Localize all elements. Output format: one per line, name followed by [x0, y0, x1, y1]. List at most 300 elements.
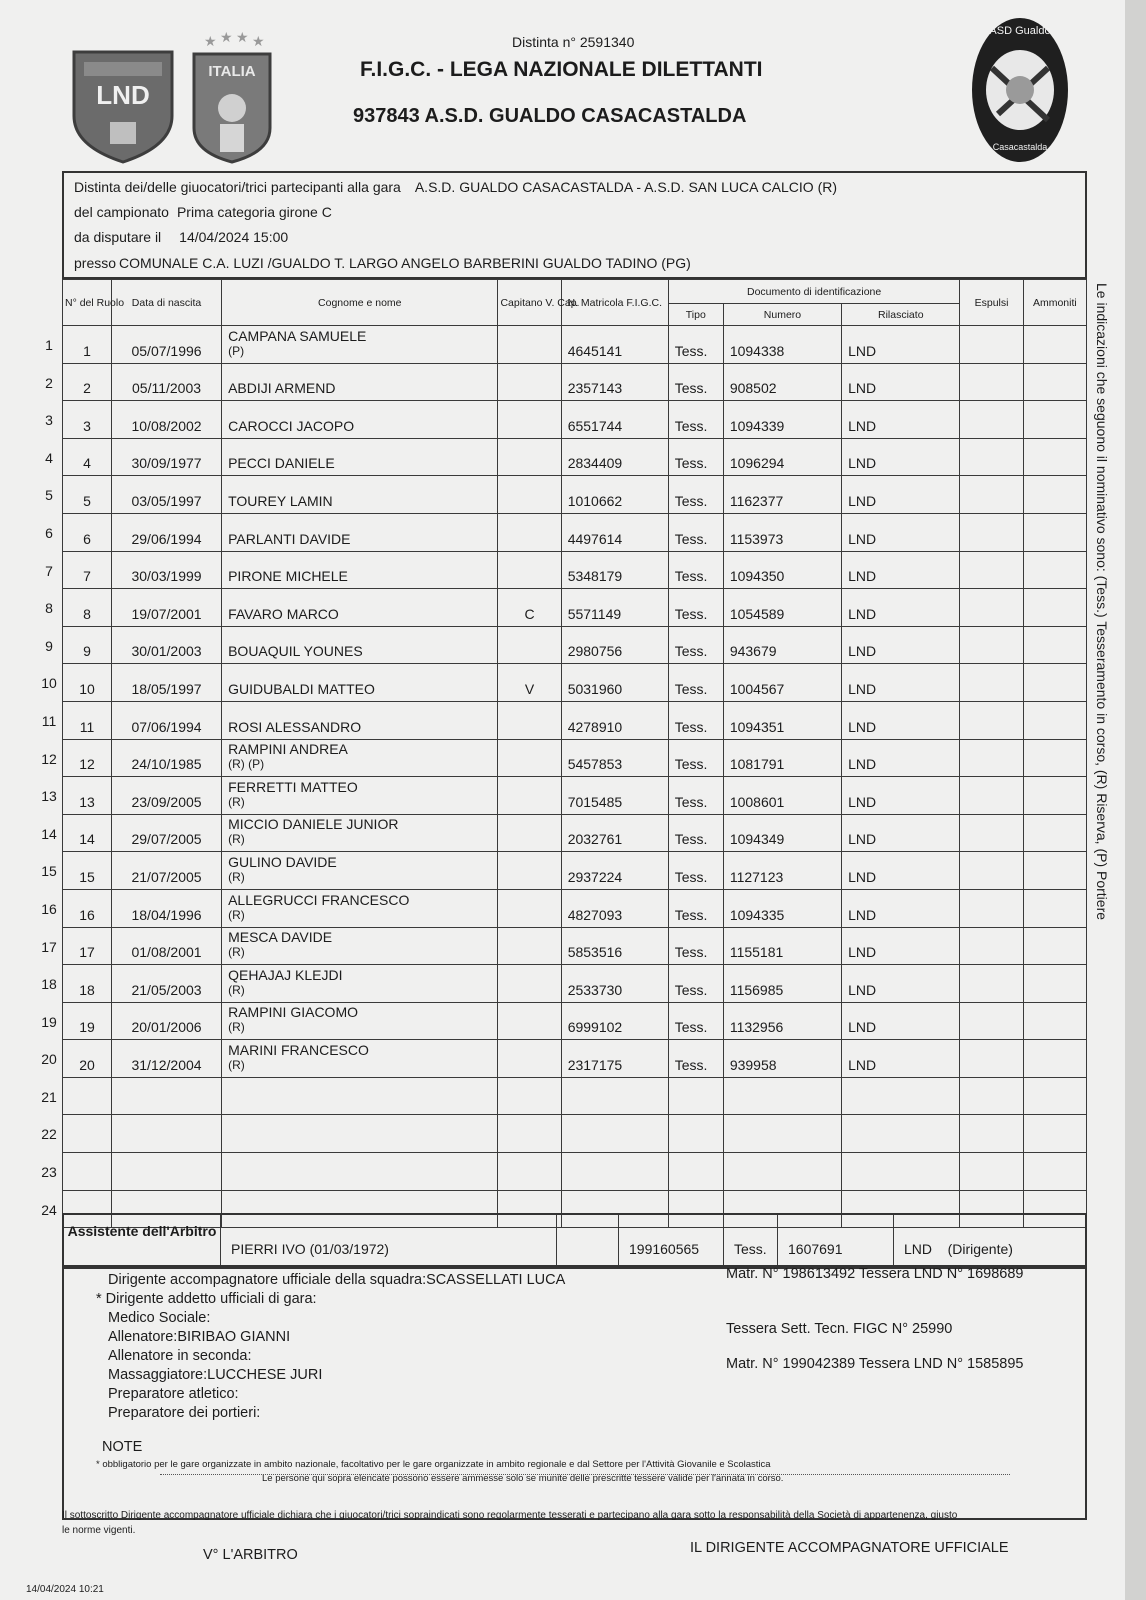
fine-print-2: Le persone qui sopra elencate possono essere ammesse solo se munite delle prescritte tessere valide per l'annata in corso.: [262, 1473, 784, 1484]
cell-numero: 908502: [723, 363, 841, 401]
cell-tipo: Tess.: [668, 927, 723, 965]
cell-matricola: 2834409: [561, 438, 668, 476]
cell-numero: 1162377: [723, 476, 841, 514]
cell-ruolo: 6: [63, 513, 112, 551]
cell-ruolo: 15: [63, 852, 112, 890]
player-name: QEHAJAJ KLEJDI: [228, 966, 343, 983]
cell-rilasciato: LND: [842, 363, 960, 401]
match-label: Distinta dei/delle giuocatori/trici partecipanti alla gara: [74, 179, 401, 195]
cell-rilasciato: LND: [842, 626, 960, 664]
cell-espulsi: [960, 927, 1023, 965]
players-table: [62, 279, 1087, 1228]
svg-text:★: ★: [236, 29, 249, 45]
cell-rilasciato: LND: [842, 814, 960, 852]
table-row: [63, 777, 1087, 815]
cell-nascita: 30/09/1977: [111, 438, 221, 476]
cell-espulsi: [960, 777, 1023, 815]
assistant-label: Assistente dell'Arbitro: [64, 1215, 221, 1265]
cell-ruolo: 4: [63, 438, 112, 476]
cell-nome: [222, 589, 498, 627]
col-tipo: Tipo: [668, 304, 723, 326]
cell-numero: 939958: [723, 1040, 841, 1078]
cell-ammoniti: [1023, 664, 1086, 702]
player-name: ROSI ALESSANDRO: [228, 718, 362, 735]
cell-nascita: 05/07/1996: [111, 326, 221, 364]
player-tag: (P): [228, 343, 245, 358]
allenatore2-line: Allenatore in seconda:: [108, 1348, 252, 1364]
cell-rilasciato: LND: [842, 401, 960, 439]
cell-matricola: [561, 1153, 668, 1191]
row-number: 3: [45, 412, 53, 429]
cell-ruolo: 12: [63, 739, 112, 777]
cell-nascita: 24/10/1985: [111, 739, 221, 777]
cell-capitano: [498, 401, 561, 439]
staff-box: [62, 1267, 1087, 1520]
cell-numero: 943679: [723, 626, 841, 664]
row-number: 10: [41, 675, 57, 692]
cell-numero: 1156985: [723, 965, 841, 1003]
cell-nome: [222, 1077, 498, 1115]
cell-ruolo: 19: [63, 1002, 112, 1040]
svg-text:ITALIA: ITALIA: [208, 63, 256, 80]
italia-logo: [190, 29, 274, 164]
col-ruolo: N° del Ruolo: [63, 280, 112, 326]
row-number: 18: [41, 976, 57, 993]
cell-tipo: Tess.: [668, 551, 723, 589]
cell-ammoniti: [1023, 589, 1086, 627]
cell-numero: 1094335: [723, 889, 841, 927]
player-name: RAMPINI ANDREA: [228, 741, 348, 758]
row-number: 23: [41, 1164, 57, 1181]
player-name: CAMPANA SAMUELE: [228, 327, 367, 344]
cell-nascita: 21/07/2005: [111, 852, 221, 890]
cell-nome: [222, 927, 498, 965]
cell-espulsi: [960, 513, 1023, 551]
cell-nome: [222, 401, 498, 439]
col-ammoniti: Ammoniti: [1023, 280, 1086, 326]
cell-rilasciato: LND: [842, 927, 960, 965]
cell-capitano: [498, 701, 561, 739]
row-number: 14: [41, 825, 57, 842]
cell-ruolo: 16: [63, 889, 112, 927]
cell-ruolo: 20: [63, 1040, 112, 1078]
cell-ruolo: [63, 1115, 112, 1153]
cell-ammoniti: [1023, 1002, 1086, 1040]
cell-nascita: 30/01/2003: [111, 626, 221, 664]
medico-line: Medico Sociale:: [108, 1310, 211, 1326]
table-row: [63, 701, 1087, 739]
assistant-referee-row: [62, 1213, 1087, 1267]
cell-capitano: [498, 363, 561, 401]
cell-capitano: [498, 889, 561, 927]
cell-rilasciato: LND: [842, 664, 960, 702]
cell-numero: 1155181: [723, 927, 841, 965]
player-name: GUIDUBALDI MATTEO: [228, 680, 375, 697]
row-number: 9: [45, 637, 53, 654]
table-row: [63, 965, 1087, 1003]
declaration-line-2: le norme vigenti.: [62, 1525, 136, 1536]
cell-rilasciato: LND: [842, 438, 960, 476]
cell-espulsi: [960, 438, 1023, 476]
cell-espulsi: [960, 852, 1023, 890]
cell-nascita: 23/09/2005: [111, 777, 221, 815]
cell-numero: 1094349: [723, 814, 841, 852]
cell-ruolo: 10: [63, 664, 112, 702]
cell-numero: [723, 1115, 841, 1153]
cell-espulsi: [960, 476, 1023, 514]
cell-capitano: [498, 513, 561, 551]
table-row: [63, 401, 1087, 439]
player-tag: (R) (P): [228, 757, 265, 772]
venue-value: COMUNALE C.A. LUZI /GUALDO T. LARGO ANGELO BARBERINI GUALDO TADINO (PG): [119, 255, 691, 271]
cell-ammoniti: [1023, 1115, 1086, 1153]
cell-espulsi: [960, 1077, 1023, 1115]
table-row: [63, 513, 1087, 551]
row-number: 19: [41, 1013, 57, 1030]
match-info-box: [62, 171, 1087, 279]
cell-rilasciato: LND: [842, 1040, 960, 1078]
cell-nascita: [111, 1115, 221, 1153]
cell-matricola: 4827093: [561, 889, 668, 927]
cell-nascita: 07/06/1994: [111, 701, 221, 739]
table-row: [63, 1077, 1087, 1115]
player-tag: (R): [228, 945, 245, 960]
cell-numero: 1094350: [723, 551, 841, 589]
cell-ruolo: 14: [63, 814, 112, 852]
row-number: 16: [41, 900, 57, 917]
cell-matricola: 5348179: [561, 551, 668, 589]
cell-ruolo: [63, 1153, 112, 1191]
cell-nascita: [111, 1153, 221, 1191]
cell-tipo: Tess.: [668, 889, 723, 927]
cell-espulsi: [960, 1040, 1023, 1078]
cell-nome: [222, 1115, 498, 1153]
svg-text:Casacastalda: Casacastalda: [992, 142, 1048, 152]
col-rilasciato: Rilasciato: [842, 304, 960, 326]
cell-capitano: [498, 551, 561, 589]
side-legend: [1092, 283, 1112, 983]
cell-ruolo: 11: [63, 701, 112, 739]
cell-capitano: [498, 965, 561, 1003]
cell-nome: [222, 326, 498, 364]
massaggiatore-matricola: Matr. N° 199042389 Tessera LND N° 1585895: [726, 1356, 1024, 1372]
cell-tipo: Tess.: [668, 438, 723, 476]
assistant-empty-cell: [557, 1215, 619, 1265]
cell-nome: [222, 363, 498, 401]
player-name: BOUAQUIL YOUNES: [228, 643, 363, 660]
cell-nome: [222, 438, 498, 476]
cell-ammoniti: [1023, 927, 1086, 965]
cell-nome: [222, 476, 498, 514]
player-name: GULINO DAVIDE: [228, 853, 337, 870]
date-line: [74, 229, 288, 245]
club-logo: [968, 10, 1072, 170]
player-name: FERRETTI MATTEO: [228, 778, 358, 795]
cell-nascita: 31/12/2004: [111, 1040, 221, 1078]
cell-rilasciato: LND: [842, 701, 960, 739]
table-row: [63, 814, 1087, 852]
cell-nome: [222, 814, 498, 852]
cell-tipo: [668, 1115, 723, 1153]
col-espulsi: Espulsi: [960, 280, 1023, 326]
row-number: 5: [45, 487, 53, 504]
cell-nascita: 10/08/2002: [111, 401, 221, 439]
federation-title: F.I.G.C. - LEGA NAZIONALE DILETTANTI: [360, 58, 763, 81]
league-value: Prima categoria girone C: [176, 204, 332, 220]
svg-text:★: ★: [220, 29, 233, 45]
cell-espulsi: [960, 363, 1023, 401]
cell-nome: [222, 701, 498, 739]
cell-rilasciato: [842, 1115, 960, 1153]
cell-nome: [222, 777, 498, 815]
cell-espulsi: [960, 1153, 1023, 1191]
dirigente-line: Dirigente accompagnatore ufficiale della squadra:SCASSELLATI LUCA: [108, 1272, 566, 1288]
cell-capitano: [498, 326, 561, 364]
cell-ruolo: [63, 1077, 112, 1115]
cell-nascita: 21/05/2003: [111, 965, 221, 1003]
row-number: 22: [41, 1126, 57, 1143]
cell-capitano: [498, 438, 561, 476]
match-line: [74, 179, 837, 195]
cell-numero: 1008601: [723, 777, 841, 815]
league-line: [74, 204, 332, 220]
row-number: 1: [45, 337, 53, 353]
cell-rilasciato: LND: [842, 889, 960, 927]
cell-numero: 1094351: [723, 701, 841, 739]
cell-ruolo: 7: [63, 551, 112, 589]
cell-ammoniti: [1023, 1077, 1086, 1115]
cell-capitano: [498, 626, 561, 664]
row-number: 17: [41, 938, 57, 955]
player-tag: (R): [228, 907, 245, 922]
dirigente-signature-label: IL DIRIGENTE ACCOMPAGNATORE UFFICIALE: [690, 1540, 1009, 1556]
cell-tipo: Tess.: [668, 701, 723, 739]
player-name: CAROCCI JACOPO: [228, 417, 355, 434]
cell-rilasciato: LND: [842, 852, 960, 890]
cell-numero: 1004567: [723, 664, 841, 702]
cell-tipo: Tess.: [668, 814, 723, 852]
col-nome: Cognome e nome: [222, 280, 498, 326]
cell-capitano: [498, 814, 561, 852]
cell-matricola: 2357143: [561, 363, 668, 401]
cell-matricola: 2533730: [561, 965, 668, 1003]
cell-tipo: Tess.: [668, 476, 723, 514]
club-title: 937843 A.S.D. GUALDO CASACASTALDA: [353, 105, 747, 127]
cell-ammoniti: [1023, 513, 1086, 551]
cell-rilasciato: LND: [842, 965, 960, 1003]
match-value: A.S.D. GUALDO CASACASTALDA - A.S.D. SAN LUCA CALCIO (R): [414, 179, 838, 195]
row-number: 7: [45, 562, 53, 579]
cell-nascita: 29/07/2005: [111, 814, 221, 852]
cell-nascita: 29/06/1994: [111, 513, 221, 551]
cell-numero: 1054589: [723, 589, 841, 627]
row-number: 20: [41, 1051, 57, 1068]
cell-ammoniti: [1023, 701, 1086, 739]
cell-ammoniti: [1023, 965, 1086, 1003]
cell-espulsi: [960, 326, 1023, 364]
table-row: [63, 1115, 1087, 1153]
cell-ruolo: 3: [63, 401, 112, 439]
table-row: [63, 363, 1087, 401]
cell-espulsi: [960, 814, 1023, 852]
cell-tipo: Tess.: [668, 965, 723, 1003]
distinta-number: Distinta n° 2591340: [512, 34, 635, 50]
cell-ruolo: 8: [63, 589, 112, 627]
cell-matricola: 5571149: [561, 589, 668, 627]
table-row: [63, 626, 1087, 664]
row-number: 8: [45, 600, 53, 617]
table-row: [63, 927, 1087, 965]
cell-matricola: 6551744: [561, 401, 668, 439]
cell-tipo: Tess.: [668, 626, 723, 664]
cell-ammoniti: [1023, 401, 1086, 439]
cell-rilasciato: [842, 1153, 960, 1191]
cell-ammoniti: [1023, 551, 1086, 589]
cell-rilasciato: [842, 1077, 960, 1115]
row-number: 12: [41, 750, 57, 767]
cell-nome: [222, 965, 498, 1003]
cell-rilasciato: LND: [842, 326, 960, 364]
cell-tipo: [668, 1077, 723, 1115]
table-row: [63, 739, 1087, 777]
row-number: 15: [41, 863, 57, 880]
league-label: del campionato: [74, 204, 169, 220]
cell-ruolo: 5: [63, 476, 112, 514]
cell-nome: [222, 852, 498, 890]
player-name: PIRONE MICHELE: [228, 568, 348, 585]
player-tag: (R): [228, 982, 245, 997]
cell-nascita: 30/03/1999: [111, 551, 221, 589]
cell-matricola: [561, 1115, 668, 1153]
table-row: [63, 1040, 1087, 1078]
cell-tipo: Tess.: [668, 401, 723, 439]
cell-matricola: 7015485: [561, 777, 668, 815]
table-row: [63, 589, 1087, 627]
addetto-line: * Dirigente addetto ufficiali di gara:: [96, 1291, 317, 1307]
declaration-line-1: Il sottoscritto Dirigente accompagnatore ufficiale dichiara che i giuocatori/trici sopraindicati sono regolarmente tesserati e partecipano alla gara sotto la responsabilità della Società di appartenenza, giusto: [62, 1510, 958, 1521]
cell-rilasciato: LND: [842, 739, 960, 777]
allenatore-tessera: Tessera Sett. Tecn. FIGC N° 25990: [726, 1321, 953, 1337]
preparatore-portieri-line: Preparatore dei portieri:: [108, 1405, 261, 1421]
cell-nascita: 20/01/2006: [111, 1002, 221, 1040]
col-nascita: Data di nascita: [111, 280, 221, 326]
col-documento: Documento di identificazione: [668, 280, 960, 304]
cell-espulsi: [960, 739, 1023, 777]
cell-tipo: Tess.: [668, 664, 723, 702]
cell-matricola: 2317175: [561, 1040, 668, 1078]
player-name: ABDIJI ARMEND: [228, 380, 336, 397]
cell-tipo: Tess.: [668, 326, 723, 364]
row-number: 24: [41, 1201, 57, 1218]
assistant-rilasciato: LND (Dirigente): [904, 1241, 1013, 1257]
cell-capitano: [498, 476, 561, 514]
arbitro-signature-label: V° L'ARBITRO: [203, 1547, 298, 1563]
row-number: 11: [41, 712, 57, 729]
player-name: MICCIO DANIELE JUNIOR: [228, 816, 399, 833]
cell-tipo: Tess.: [668, 589, 723, 627]
cell-tipo: Tess.: [668, 1040, 723, 1078]
date-label: da disputare il: [74, 229, 162, 245]
cell-tipo: Tess.: [668, 852, 723, 890]
date-value: 14/04/2024 15:00: [179, 229, 289, 245]
table-row: [63, 1002, 1087, 1040]
cell-nome: [222, 889, 498, 927]
cell-capitano: [498, 1153, 561, 1191]
table-row: [63, 889, 1087, 927]
cell-nome: [222, 626, 498, 664]
player-name: FAVARO MARCO: [228, 605, 339, 622]
cell-espulsi: [960, 965, 1023, 1003]
row-number: 6: [45, 524, 53, 541]
cell-ammoniti: [1023, 889, 1086, 927]
cell-capitano: [498, 1077, 561, 1115]
table-row: [63, 326, 1087, 364]
cell-rilasciato: LND: [842, 1002, 960, 1040]
player-tag: (R): [228, 1020, 245, 1035]
svg-text:★: ★: [252, 33, 265, 49]
cell-capitano: V: [498, 664, 561, 702]
cell-matricola: 2937224: [561, 852, 668, 890]
cell-numero: 1094338: [723, 326, 841, 364]
player-name: PECCI DANIELE: [228, 455, 335, 472]
cell-ruolo: 9: [63, 626, 112, 664]
cell-numero: 1153973: [723, 513, 841, 551]
cell-numero: [723, 1077, 841, 1115]
row-number: 21: [41, 1088, 57, 1105]
cell-nome: [222, 739, 498, 777]
svg-text:ASD Gualdo: ASD Gualdo: [989, 25, 1051, 37]
table-row: [63, 551, 1087, 589]
cell-capitano: C: [498, 589, 561, 627]
cell-nascita: 03/05/1997: [111, 476, 221, 514]
table-row: [63, 438, 1087, 476]
cell-espulsi: [960, 1115, 1023, 1153]
cell-capitano: [498, 927, 561, 965]
row-number: 13: [41, 788, 57, 805]
cell-nascita: 01/08/2001: [111, 927, 221, 965]
massaggiatore-line: Massaggiatore:LUCCHESE JURI: [108, 1367, 323, 1383]
cell-nascita: 19/07/2001: [111, 589, 221, 627]
assistant-numero: 1607691: [778, 1215, 894, 1265]
cell-numero: 1132956: [723, 1002, 841, 1040]
cell-tipo: Tess.: [668, 1002, 723, 1040]
cell-matricola: 5853516: [561, 927, 668, 965]
player-tag: (R): [228, 1057, 245, 1072]
player-name: PARLANTI DAVIDE: [228, 530, 351, 547]
cell-capitano: [498, 1115, 561, 1153]
cell-ammoniti: [1023, 476, 1086, 514]
player-tag: (R): [228, 794, 245, 809]
cell-nome: [222, 664, 498, 702]
cell-nascita: 18/04/1996: [111, 889, 221, 927]
cell-ammoniti: [1023, 363, 1086, 401]
cell-ammoniti: [1023, 326, 1086, 364]
cell-espulsi: [960, 664, 1023, 702]
cell-ruolo: 13: [63, 777, 112, 815]
row-number: 2: [45, 374, 53, 391]
cell-rilasciato: LND: [842, 589, 960, 627]
cell-matricola: 4645141: [561, 326, 668, 364]
svg-text:LND: LND: [96, 80, 150, 110]
cell-ammoniti: [1023, 739, 1086, 777]
notes-dotted-line: [160, 1474, 1010, 1475]
cell-espulsi: [960, 1002, 1023, 1040]
cell-ammoniti: [1023, 777, 1086, 815]
cell-ruolo: 17: [63, 927, 112, 965]
cell-numero: 1094339: [723, 401, 841, 439]
player-tag: (R): [228, 832, 245, 847]
cell-matricola: 5457853: [561, 739, 668, 777]
